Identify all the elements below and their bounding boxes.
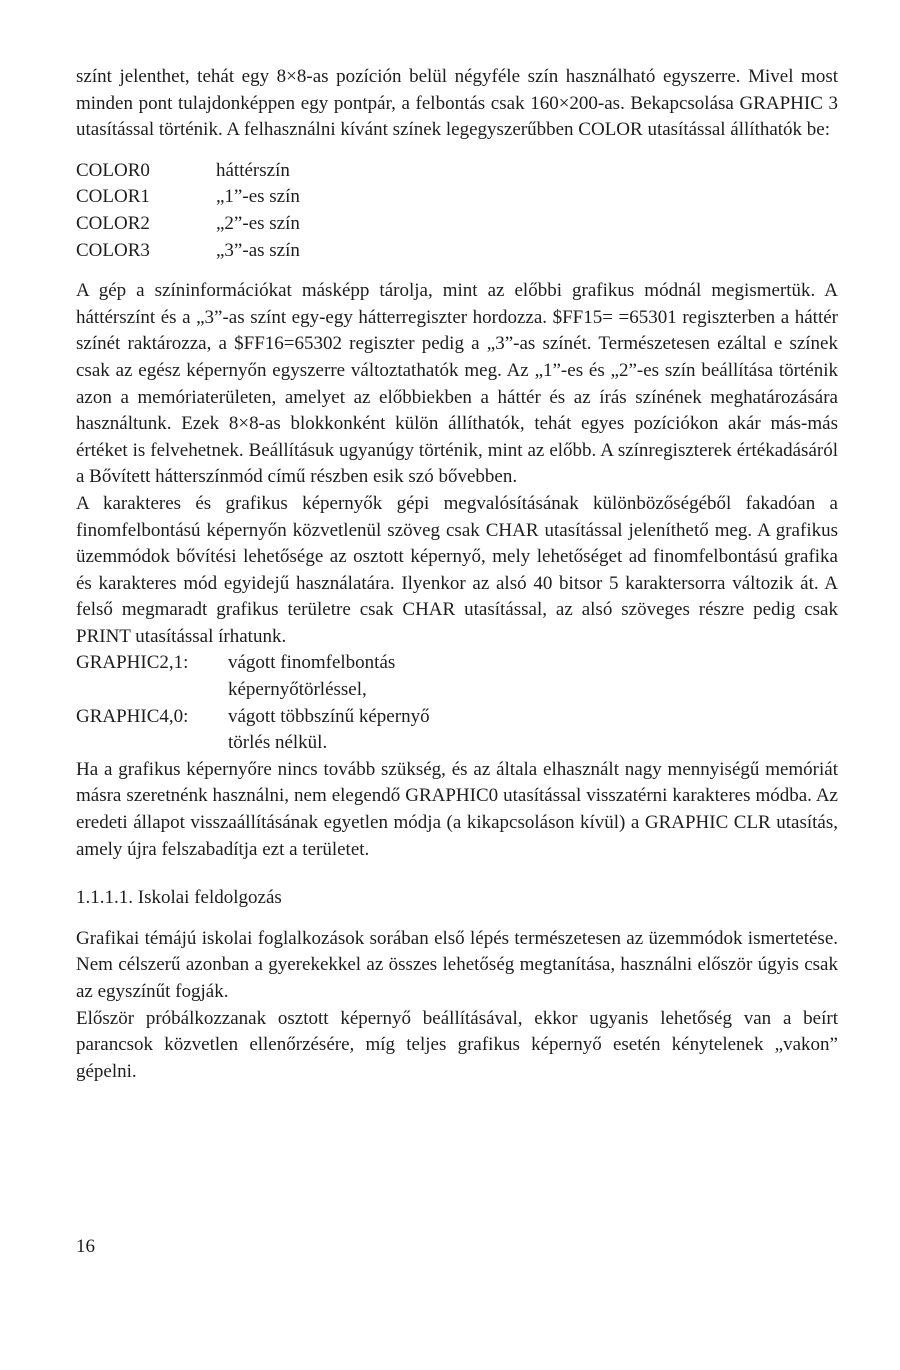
paragraph-school-intro: Grafikai témájú iskolai foglalkozások sorában első lépés természetesen az üzemmódok ismertetése. Nem célszerű azonban a gyerekekkel az összes lehetőség megtanítása, használni először úgyis csak az egyszínűt fogják.: [76, 927, 838, 1002]
graphic-name: GRAPHIC4,0:: [76, 705, 189, 727]
graphic-desc-line: vágott többszínű képernyő: [228, 705, 430, 727]
color-desc: „1”-es szín: [216, 186, 300, 208]
paragraph-intro: színt jelenthet, tehát egy 8×8-as pozíción belül négyféle szín használható egyszerre. Mivel most minden pont tulajdonképpen egy pontpár, a felbontás csak 160×200-as. Bekapcsolása GRAPHIC 3 utasítással történik. A felhasználni kívánt színek legegyszerűbben COLOR utasítással állíthatók be:: [76, 66, 838, 141]
color-row: [76, 158, 838, 185]
color-table: [76, 158, 838, 264]
graphic-desc: [228, 650, 838, 703]
color-row: [76, 184, 838, 211]
color-name: COLOR1: [76, 186, 150, 208]
paragraph-graphic-clr: Ha a grafikus képernyőre nincs tovább szükség, és az általa elhasznált nagy mennyiségű memóriát másra szeretnénk használni, nem elegendő GRAPHIC0 utasítással visszatérni karakteres módba. Az eredeti állapot visszaállításának egyetlen módja (a kikapcsoláson kívül) a GRAPHIC CLR utasítás, amely újra felszabadítja ezt a területet.: [76, 758, 838, 860]
paragraph-color-registers: A gép a színinformációkat másképp tárolja, mint az előbbi grafikus módnál megismertük. A háttérszínt és a „3”-as színt egy-egy hátterregiszter hordozza. $FF15= =65301 regiszterben a háttér színét raktározza, a $FF16=65302 regiszter pedig a „3”-as színét. Természetesen ezáltal e színek csak az egész képernyőn egyszerre változtathatók meg. Az „1”-es és „2”-es szín beállítása történik azon a memóriaterületen, amelyet az előbbiekben a háttér és az írás színének meghatározására használtunk. Ezek 8×8-as blokkonként külön állíthatók, tehát egyes pozíciókon akár más-más értéket is felvehetnek. Beállításuk ugyanúgy történik, mint az előbb. A színregiszterek értékadásáról a Bővített hátterszínmód című részben esik szó bővebben.: [76, 280, 838, 488]
section-heading: 1.1.1.1. Iskolai feldolgozás: [76, 887, 282, 909]
graphic-desc-line: képernyőtörléssel,: [228, 679, 367, 701]
graphic-desc-line: törlés nélkül.: [228, 732, 328, 754]
paragraph-school-split: Először próbálkozzanak osztott képernyő beállításával, ekkor ugyanis lehetőség van a beírt parancsok közvetlen ellenőrzésére, míg teljes grafikus képernyő esetén kénytelenek „vakon” gépelni.: [76, 1007, 838, 1082]
graphic-mode-table: [76, 650, 838, 756]
graphic-row: [76, 704, 838, 757]
page-body: [76, 64, 838, 1085]
graphic-row: [76, 650, 838, 703]
color-desc: „3”-as szín: [216, 239, 300, 261]
color-row: [76, 238, 838, 265]
color-row: [76, 211, 838, 238]
color-name: COLOR3: [76, 239, 150, 261]
color-name: COLOR2: [76, 212, 150, 234]
color-name: COLOR0: [76, 159, 150, 181]
color-desc: háttérszín: [216, 159, 290, 181]
graphic-desc: [228, 704, 838, 757]
graphic-name: GRAPHIC2,1:: [76, 652, 189, 674]
paragraph-split-screen: A karakteres és grafikus képernyők gépi megvalósításának különbözőségéből fakadóan a finomfelbontású képernyőn közvetlenül szöveg csak CHAR utasítással jeleníthető meg. A grafikus üzemmódok bővítési lehetősége az osztott képernyő, mely lehetőséget ad finomfelbontású grafika és karakteres mód egyidejű használatára. Ilyenkor az alsó 40 bitsor 5 karaktersorra változik át. A felső megmaradt grafikus területre csak CHAR utasítással, az alsó szöveges részre pedig csak PRINT utasítással írhatunk.: [76, 492, 838, 647]
color-desc: „2”-es szín: [216, 212, 300, 234]
page-number: 16: [76, 1236, 95, 1257]
graphic-desc-line: vágott finomfelbontás: [228, 652, 396, 674]
